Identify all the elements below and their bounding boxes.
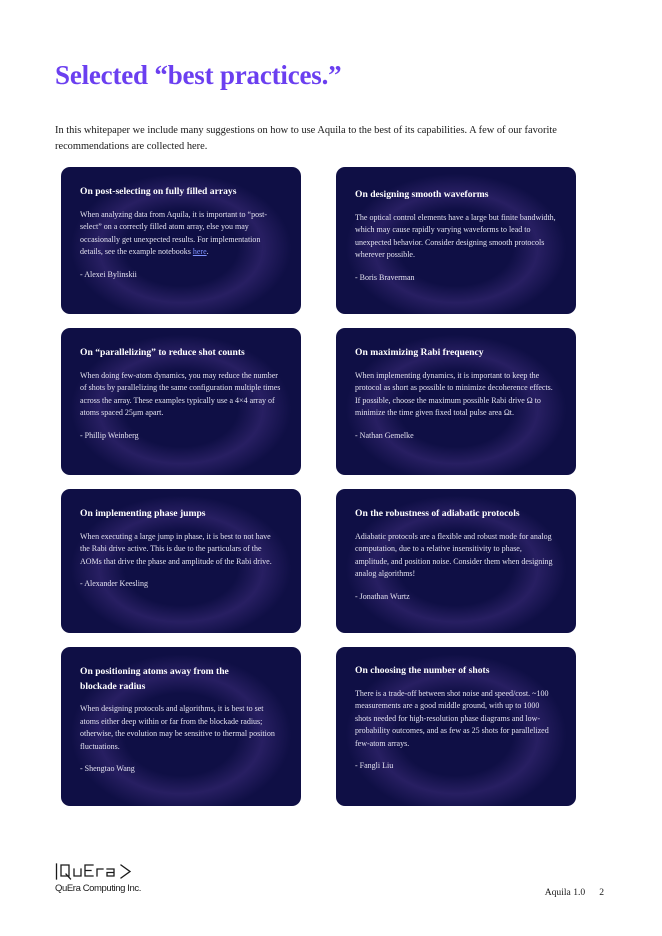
card-body: When executing a large jump in phase, it is best to not have the Rabi drive active. This is due to the particulars of the AOMs that drive the phase and amplitude of the Rabi drive.	[80, 531, 272, 566]
card-title: On designing smooth waveforms	[355, 189, 489, 200]
card-title: On choosing the number of shots	[355, 665, 490, 676]
card-body	[80, 209, 281, 259]
quera-wordmark-icon	[55, 862, 141, 882]
card-author: - Alexei Bylinskii	[80, 269, 137, 279]
card-body: When designing protocols and algorithms, it is best to set atoms either deep within or far from the blockade radius; otherwise, the evolution may be sensitive to thermal position fluctuations.	[80, 704, 275, 751]
practice-card-phase-jumps	[61, 489, 301, 633]
page-title: Selected “best practices.”	[55, 60, 342, 90]
card-body-text: When analyzing data from Aquila, it is important to “post-select” on a correctly filled atom array, else you may occasionally get unexpected results. For implementation details, see the example notebooks	[80, 209, 268, 257]
card-author: - Alexander Keesling	[80, 579, 148, 589]
practice-card-post-selecting	[61, 167, 301, 314]
quera-logo	[55, 862, 175, 902]
card-author: - Jonathan Wurtz	[355, 591, 410, 601]
page-footer	[545, 887, 604, 899]
practice-card-blockade-radius	[61, 647, 301, 806]
card-body: The optical control elements have a large but finite bandwidth, which may cause rapidly varying waveforms to lead to unexpected behavior. Consider designing smooth protocols wherever possible.	[355, 212, 556, 260]
page-number: 2	[599, 887, 604, 898]
card-author: - Phillip Weinberg	[80, 430, 139, 440]
card-title: On “parallelizing” to reduce shot counts	[80, 347, 245, 358]
card-body: When implementing dynamics, it is important to keep the protocol as short as possible to minimize decoherence effects. If possible, choose the maximum possible Rabi drive Ω to minimize the time given fixed total pulse area Ωt.	[355, 370, 553, 418]
intro-paragraph: In this whitepaper we include many suggestions on how to use Aquila to the best of its capabilities. A few of our favorite recommendations are collected here.	[55, 125, 557, 152]
card-body: When doing few-atom dynamics, you may reduce the number of shots by parallelizing the same configuration multiple times across the array. These examples typically use a 4×4 array of atoms spaced 25μm apart.	[80, 370, 281, 418]
practice-card-adiabatic	[336, 489, 576, 633]
practice-card-parallelizing	[61, 328, 301, 475]
card-title: On the robustness of adiabatic protocols	[355, 508, 520, 519]
card-title: On post-selecting on fully filled arrays	[80, 186, 237, 197]
card-body-punctuation: .	[206, 247, 209, 257]
card-author: - Shengtao Wang	[80, 764, 135, 774]
card-title: On implementing phase jumps	[80, 508, 206, 519]
practice-card-smooth-waveforms	[336, 167, 576, 314]
logo-text: QuEra Computing Inc.	[55, 883, 141, 894]
practice-card-rabi-frequency	[336, 328, 576, 475]
card-author: - Nathan Gemelke	[355, 430, 414, 440]
card-body: There is a trade-off between shot noise and speed/cost. ~100 measurements are a good middle ground, with up to 1000 shots needed for high-resolution phase diagrams and low-probability outcomes, and as few as 25 shots for parallelized few-atom arrays.	[355, 688, 549, 748]
footer-product: Aquila 1.0	[544, 887, 586, 898]
card-body: Adiabatic protocols are a flexible and robust mode for analog computation, due to a relative insensitivity to phase, amplitude, and position noise. Consider them when designing analog algorithms!	[355, 531, 553, 579]
card-title: On maximizing Rabi frequency	[355, 347, 484, 358]
practice-card-number-of-shots	[336, 647, 576, 806]
card-title: On positioning atoms away from the blockade radius	[80, 666, 229, 692]
notebooks-link[interactable]: here	[192, 247, 207, 257]
card-author: - Boris Braverman	[355, 272, 415, 282]
card-author: - Fangli Liu	[355, 761, 394, 771]
